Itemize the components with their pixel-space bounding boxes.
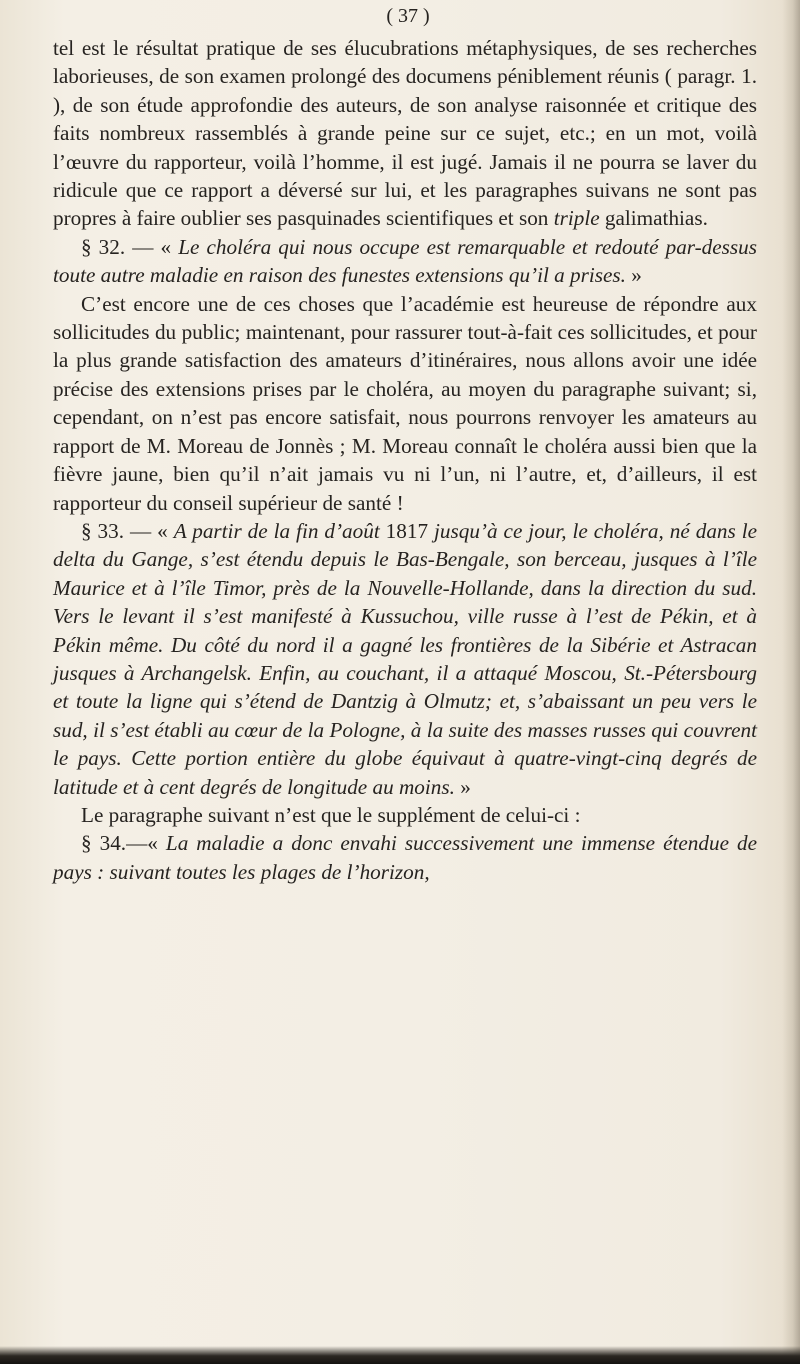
section-34-label: § 34.—« — [81, 831, 166, 856]
page-number: ( 37 ) — [386, 5, 430, 27]
section-33-quote-b: jusqu’à ce jour, le choléra, né dans le delta du Gange, s’est étendu depuis le Bas-Bengale, son berceau, jusques à l’île Maurice et à l’île Timor, près de la Nouvelle-Hollande, dans la direction du sud. Vers le levant il s’est manifesté à Kussuchou, ville russe à l’est de Pékin, et à Pékin même. Du côté du nord il a gagné les frontières de la Sibérie et Astracan jusques à Archangelsk. Enfin, au couchant, il a attaqué Moscou, St.-Pétersbourg et toute la ligne qui s’étend de Dantzig à Olmutz; et, s’abaissant un peu vers le sud, il s’est établi au cœur de la Pologne, à la suite des masses russes qui couvrent le pays. Cette portion entière du globe équivaut à quatre-vingt-cinq degrés de latitude et à cent degrés de longitude au moins. — [53, 518, 758, 799]
section-32 — [53, 233, 757, 290]
section-33 — [53, 517, 757, 801]
section-34-quote: La maladie a donc envahi successivement une immense étendue de pays : suivant toutes les plages de l’horizon, — [53, 831, 758, 884]
section-32-label: § 32. — « — [81, 234, 179, 259]
paragraph-rapporteur-italic: triple — [553, 206, 600, 231]
paragraph-supplement: Le paragraphe suivant n’est que le supplément de celui-ci : — [81, 802, 581, 827]
section-33-close: » — [454, 774, 471, 799]
section-33-quote-a: A partir de la fin d’août — [173, 518, 380, 543]
section-33-label: § 33. — « — [81, 518, 174, 543]
paragraph-rapporteur — [53, 34, 757, 233]
paragraph-rapporteur-tail: galimathias. — [599, 206, 708, 231]
section-34 — [53, 829, 757, 886]
page-bottom-edge — [0, 1346, 800, 1364]
section-32-close: » — [625, 263, 642, 288]
section-32-quote: Le choléra qui nous occupe est remarquable et redouté par-dessus toute autre maladie en raison des funestes extensions qu’il a prises. — [53, 234, 757, 288]
page-edge-shadow — [782, 0, 800, 1364]
paragraph-rapporteur-text: tel est le résultat pratique de ses élucubrations métaphysiques, de ses recherches laborieuses, de son examen prolongé des documens péniblement réunis ( paragr. 1. ), de son étude approfondie des auteurs, de son analyse raisonnée et critique des faits nombreux rassemblés à grande peine sur ce sujet, etc.; en un mot, voilà l’œuvre du rapporteur, voilà l’homme, il est jugé. Jamais il ne pourra se laver du ridicule que ce rapport a déversé sur lui, et les paragraphes suivans ne sont pas propres à faire oublier ses pasquinades scientifiques et son — [53, 36, 757, 231]
page-text — [53, 2, 757, 886]
section-33-year: 1817 — [379, 518, 435, 543]
paragraph-academie: C’est encore une de ces choses que l’académie est heureuse de répondre aux sollicitudes du public; maintenant, pour rassurer tout-à-fait ces sollicitudes, et pour la plus grande satisfaction des amateurs d’itinéraires, nous allons avoir une idée précise des extensions prises par le choléra, au moyen du paragraphe suivant; si, cependant, on n’est pas encore satisfait, nous pourrons renvoyer les amateurs au rapport de M. Moreau de Jonnès ; M. Moreau connaît le choléra aussi bien que la fièvre jaune, bien qu’il n’ait jamais vu ni l’un, ni l’autre, et, d’ailleurs, il est rapporteur du conseil supérieur de santé ! — [53, 291, 757, 515]
